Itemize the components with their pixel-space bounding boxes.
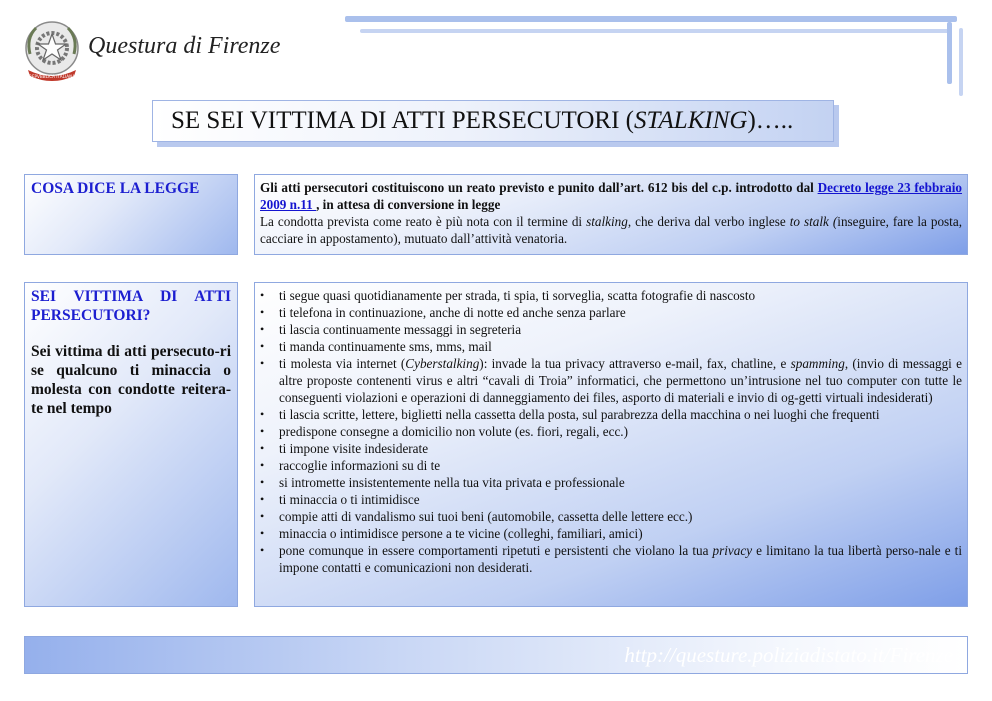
bullet-icon: • (260, 526, 265, 540)
law-bold-tail: , in attesa di conversione in legge (316, 197, 501, 212)
victim-heading: SEI VITTIMA DI ATTI PERSECUTORI? (31, 288, 231, 324)
list-item: • compie atti di vandalismo sui tuoi beni (automobile, cassetta delle lettere ecc.) (260, 509, 693, 524)
bullet-icon: • (260, 339, 265, 353)
italian-republic-emblem-icon (20, 18, 84, 82)
bullet-icon: • (260, 407, 265, 421)
list-item: • ti segue quasi quotidianamente per strada, ti spia, ti sorveglia, scatta fotografie di nascosto (260, 288, 756, 303)
law-definition-e: inseguire, fare la posta, cacciare in appostamento), mutuato dall’attività venatoria. (260, 214, 962, 246)
list-item: • ti telefona in continuazione, anche di notte ed anche senza parlare (260, 305, 626, 320)
footer-bar (24, 636, 968, 674)
bullet-icon: • (260, 305, 265, 319)
decor-line-vertical-b (959, 28, 963, 96)
list-item: • ti lascia scritte, lettere, biglietti nella cassetta della posta, sul parabrezza della macchina o nei luoghi che frequenti (260, 407, 880, 422)
law-heading-panel (24, 174, 238, 255)
decreto-legge-link[interactable]: Decreto legge 23 febbraio 2009 n.11 (260, 180, 963, 212)
law-definition-c: , che deriva dal verbo inglese (627, 214, 790, 229)
behaviors-panel (254, 282, 968, 607)
bullet-icon: • (260, 475, 265, 489)
list-item: • minaccia o intimidisce persone a te vicine (colleghi, familiari, amici) (260, 526, 643, 541)
law-definition-d: to stalk ( (789, 214, 838, 229)
bullet-icon: • (260, 424, 265, 438)
behaviors-list (257, 287, 962, 576)
list-item: • ti impone visite indesiderate (260, 441, 429, 456)
bullet-icon: • (260, 458, 265, 472)
list-item: • ti lascia continuamente messaggi in segreteria (260, 322, 522, 337)
bullet-icon: • (260, 288, 265, 302)
list-item: • ti manda continuamente sms, mms, mail (260, 339, 492, 354)
bullet-icon: • (260, 356, 265, 370)
list-item-cyberstalking: • ti molesta via internet (Cyberstalking): invade la tua privacy attraverso e-mail, fax, chatline, e spamming, (invio di messaggi e altre proposte contenenti virus e altri “cavali di Troia” informatici, che permettono un’intrusione nel tuo computer con tutte le conseguenti violazioni e operazioni di danneggiamento dei files, asporto di materiali e invio di og-getti virtuali indesiderati) (260, 356, 962, 405)
victim-question: Sei vittima di atti persecuto-ri se qualcuno ti minaccia o molesta con condotte reitera-te nel tempo (31, 343, 231, 417)
law-content-panel (254, 174, 968, 255)
law-paragraph (260, 179, 962, 247)
bullet-icon: • (260, 543, 265, 557)
bullet-icon: • (260, 509, 265, 523)
decor-line-second (360, 29, 952, 33)
bullet-icon: • (260, 441, 265, 455)
title-ellipsis: )….. (747, 107, 794, 134)
title-stalking: STALKING (633, 107, 748, 134)
list-item: • raccoglie informazioni su di te (260, 458, 441, 473)
law-definition-b: stalking (586, 214, 628, 229)
decor-line-top (345, 16, 957, 22)
list-item: • predispone consegne a domicilio non volute (es. fiori, regali, ecc.) (260, 424, 628, 439)
list-item: • si intromette insistentemente nella tua vita privata e professionale (260, 475, 625, 490)
decor-line-vertical-a (947, 22, 952, 84)
law-bold-lead: Gli atti persecutori costituiscono un reato previsto e punito dall’art. 612 bis del c.p. introdotto dal (260, 180, 818, 195)
page-title (152, 100, 834, 142)
title-text: SE SEI VITTIMA DI ATTI PERSECUTORI ( (171, 107, 634, 134)
law-heading: COSA DICE LA LEGGE (31, 180, 200, 197)
svg-text:REPVBBLICA ITALIANA: REPVBBLICA ITALIANA (28, 74, 76, 79)
bullet-icon: • (260, 322, 265, 336)
brand-title: Questura di Firenze (88, 33, 281, 59)
list-item-privacy: • pone comunque in essere comportamenti ripetuti e persistenti che violano la tua privacy e limitano la tua libertà perso-nale e ti impone contatti e comunicazioni non desiderati. (260, 543, 962, 575)
law-definition-a: La condotta prevista come reato è più nota con il termine di (260, 214, 587, 229)
bullet-icon: • (260, 492, 265, 506)
list-item: • ti minaccia o ti intimidisce (260, 492, 420, 507)
footer-url-link[interactable]: http://questure.poliziadistato.it/Firenze (624, 642, 953, 667)
victim-panel (24, 282, 238, 607)
